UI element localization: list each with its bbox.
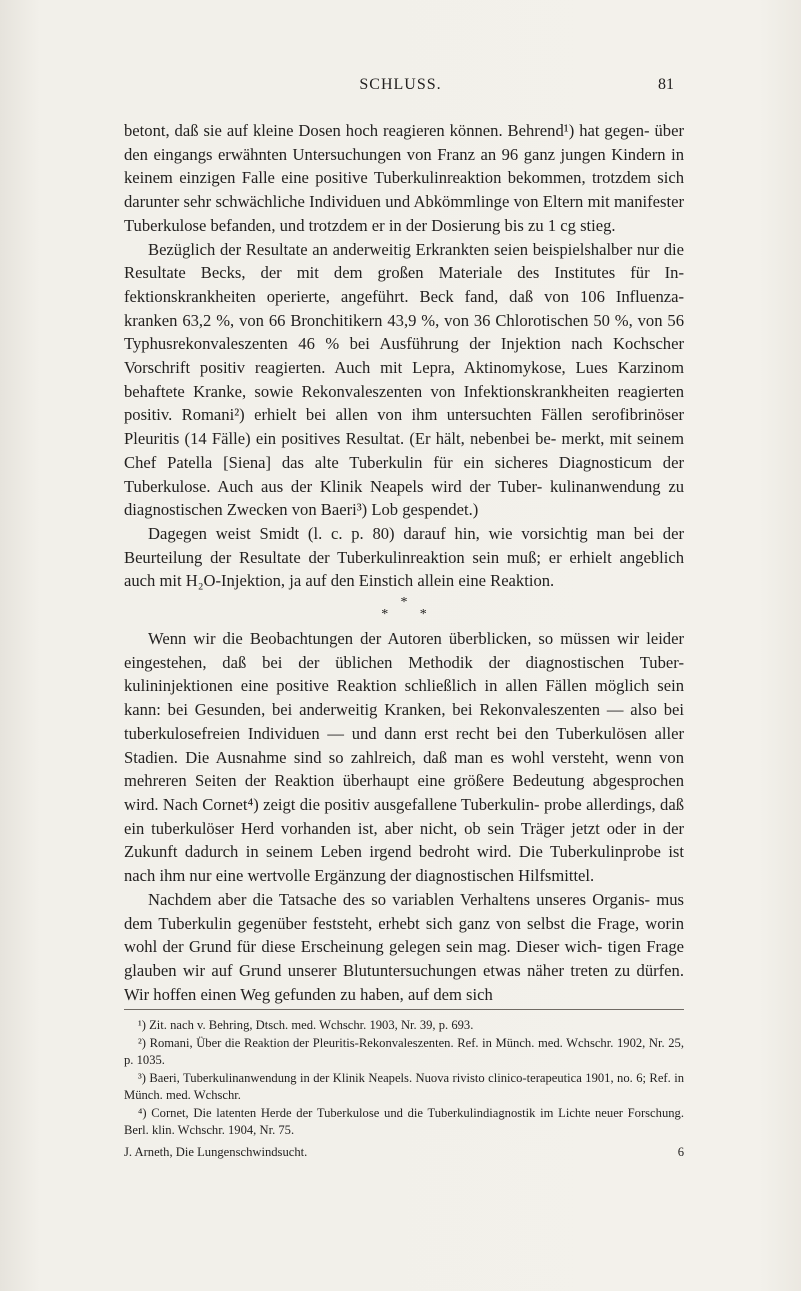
running-head: [0, 76, 801, 102]
asterisk-bottom: * *: [381, 607, 427, 623]
body-text: [124, 119, 684, 1006]
footnotes: [124, 1009, 684, 1161]
footnote: ²) Romani, Über die Reaktion der Pleuritis-Rekonvaleszenten. Ref. in Münch. med. Wchschr. 1902, Nr. 25, p. 1035.: [124, 1035, 684, 1067]
asterisk-top: *: [400, 595, 408, 611]
footnote: ³) Baeri, Tuberkulinanwendung in der Klinik Neapels. Nuova rivisto clinico-terapeutica 1901, no. 6; Ref. in Münch. med. Wchschr.: [124, 1070, 684, 1102]
paragraph: betont, daß sie auf kleine Dosen hoch reagieren können. Behrend¹) hat gegen- über den eingangs erwähnten Untersuchungen von Franz an 96 ganz jungen Kindern in keinem einzigen Falle eine positive Tuberkulinreaktion bekommen, trotzdem sich darunter sehr schwächliche Individuen und Abkömmlinge von Eltern mit manifester Tuberkulose befanden, und trotzdem er in der Dosierung bis zu 1 cg stieg.: [124, 121, 684, 235]
paragraph: Wenn wir die Beobachtungen der Autoren überblicken, so müssen wir leider eingestehen, daß bei der üblichen Methodik der diagnostischen Tuber- kulininjektionen eine positive Reaktion schließlich in allen Fällen möglich sein kann: bei Gesunden, bei anderweitig Kranken, bei Rekonvaleszenten — also bei tuberkulosefreien Individuen — und dann erst recht bei den Tuberkulösen aller Stadien. Die Ausnahme sind so zahlreich, daß man es wohl versteht, wenn von mehreren Seiten der Reaktion überhaupt eine größere Bedeutung abgesprochen wird. Nach Cornet⁴) zeigt die positiv ausgefallene Tuberkulin- probe allerdings, daß ein tuberkulöser Herd vorhanden ist, aber nicht, ob sein Träger jetzt oder in der Zukunft dadurch in seinem Leben irgend bedroht wird. Die Tuberkulinprobe ist nach ihm nur eine wertvolle Ergänzung der diagnostischen Hilfsmittel.: [124, 629, 684, 886]
running-title: SCHLUSS.: [359, 76, 442, 93]
paragraph: Bezüglich der Resultate an anderweitig Erkrankten seien beispielshalber nur die Resultate Becks, der mit dem großen Materiale des Institutes für In- fektionskrankheiten operierte, angeführt. Beck fand, daß von 106 Influenza- kranken 63,2 %, von 66 Bronchitikern 43,9 %, von 36 Chlorotischen 50 %, von 56 Typhusrekonvaleszenten 46 % bei Ausführung der Injektion nach Kochscher Vorschrift positiv reagierten. Auch mit Lepra, Aktinomykose, Lues Karzinom behaftete Kranke, sowie Rekonvaleszenten von Infektionskrankheiten reagierten positiv. Romani²) erhielt bei allen von ihm untersuchten Fällen serofibrinöser Pleuritis (14 Fälle) ein positives Resultat. (Er hält, nebenbei be- merkt, mit seinem Chef Patella [Siena] das alte Tuberkulin für ein sicheres Diagnosticum der Tuberkulose. Auch aus der Klinik Neapels wird der Tuber- kulinanwendung zu diagnostischen Zwecken von Baeri³) Lob gespendet.): [124, 239, 684, 520]
sheet-number: 6: [677, 1144, 684, 1159]
page-number: 81: [658, 76, 674, 93]
sheet-signature: [124, 1144, 684, 1162]
footnote: ¹) Zit. nach v. Behring, Dtsch. med. Wchschr. 1903, Nr. 39, p. 693.: [138, 1018, 474, 1032]
footnote: ⁴) Cornet, Die latenten Herde der Tuberkulose und die Tuberkulindiagnostik im Lichte neuer Forschung. Berl. klin. Wchschr. 1904, Nr. 75.: [124, 1105, 684, 1137]
paragraph: Dagegen weist Smidt (l. c. p. 80) darauf hin, wie vorsichtig man bei der Beurteilung der Resultate der Tuberkulinreaktion sein muß; er erhielt angeblich auch mit H₂O-Injektion, ja auf den Einstich allein eine Reaktion.: [124, 523, 684, 591]
section-break-asterisks: [124, 597, 684, 621]
signature-text: J. Arneth, Die Lungenschwindsucht.: [124, 1144, 308, 1159]
paragraph: Nachdem aber die Tatsache des so variablen Verhaltens unseres Organis- mus dem Tuberkulin gegenüber feststeht, erhebt sich ganz von selbst die Frage, worin wohl der Grund für diese Erscheinung gelegen sein mag. Dieser wich- tigen Frage glauben wir auf Grund unserer Blutuntersuchungen etwas näher treten zu dürfen. Wir hoffen einen Weg gefunden zu haben, auf dem sich: [124, 889, 684, 1004]
